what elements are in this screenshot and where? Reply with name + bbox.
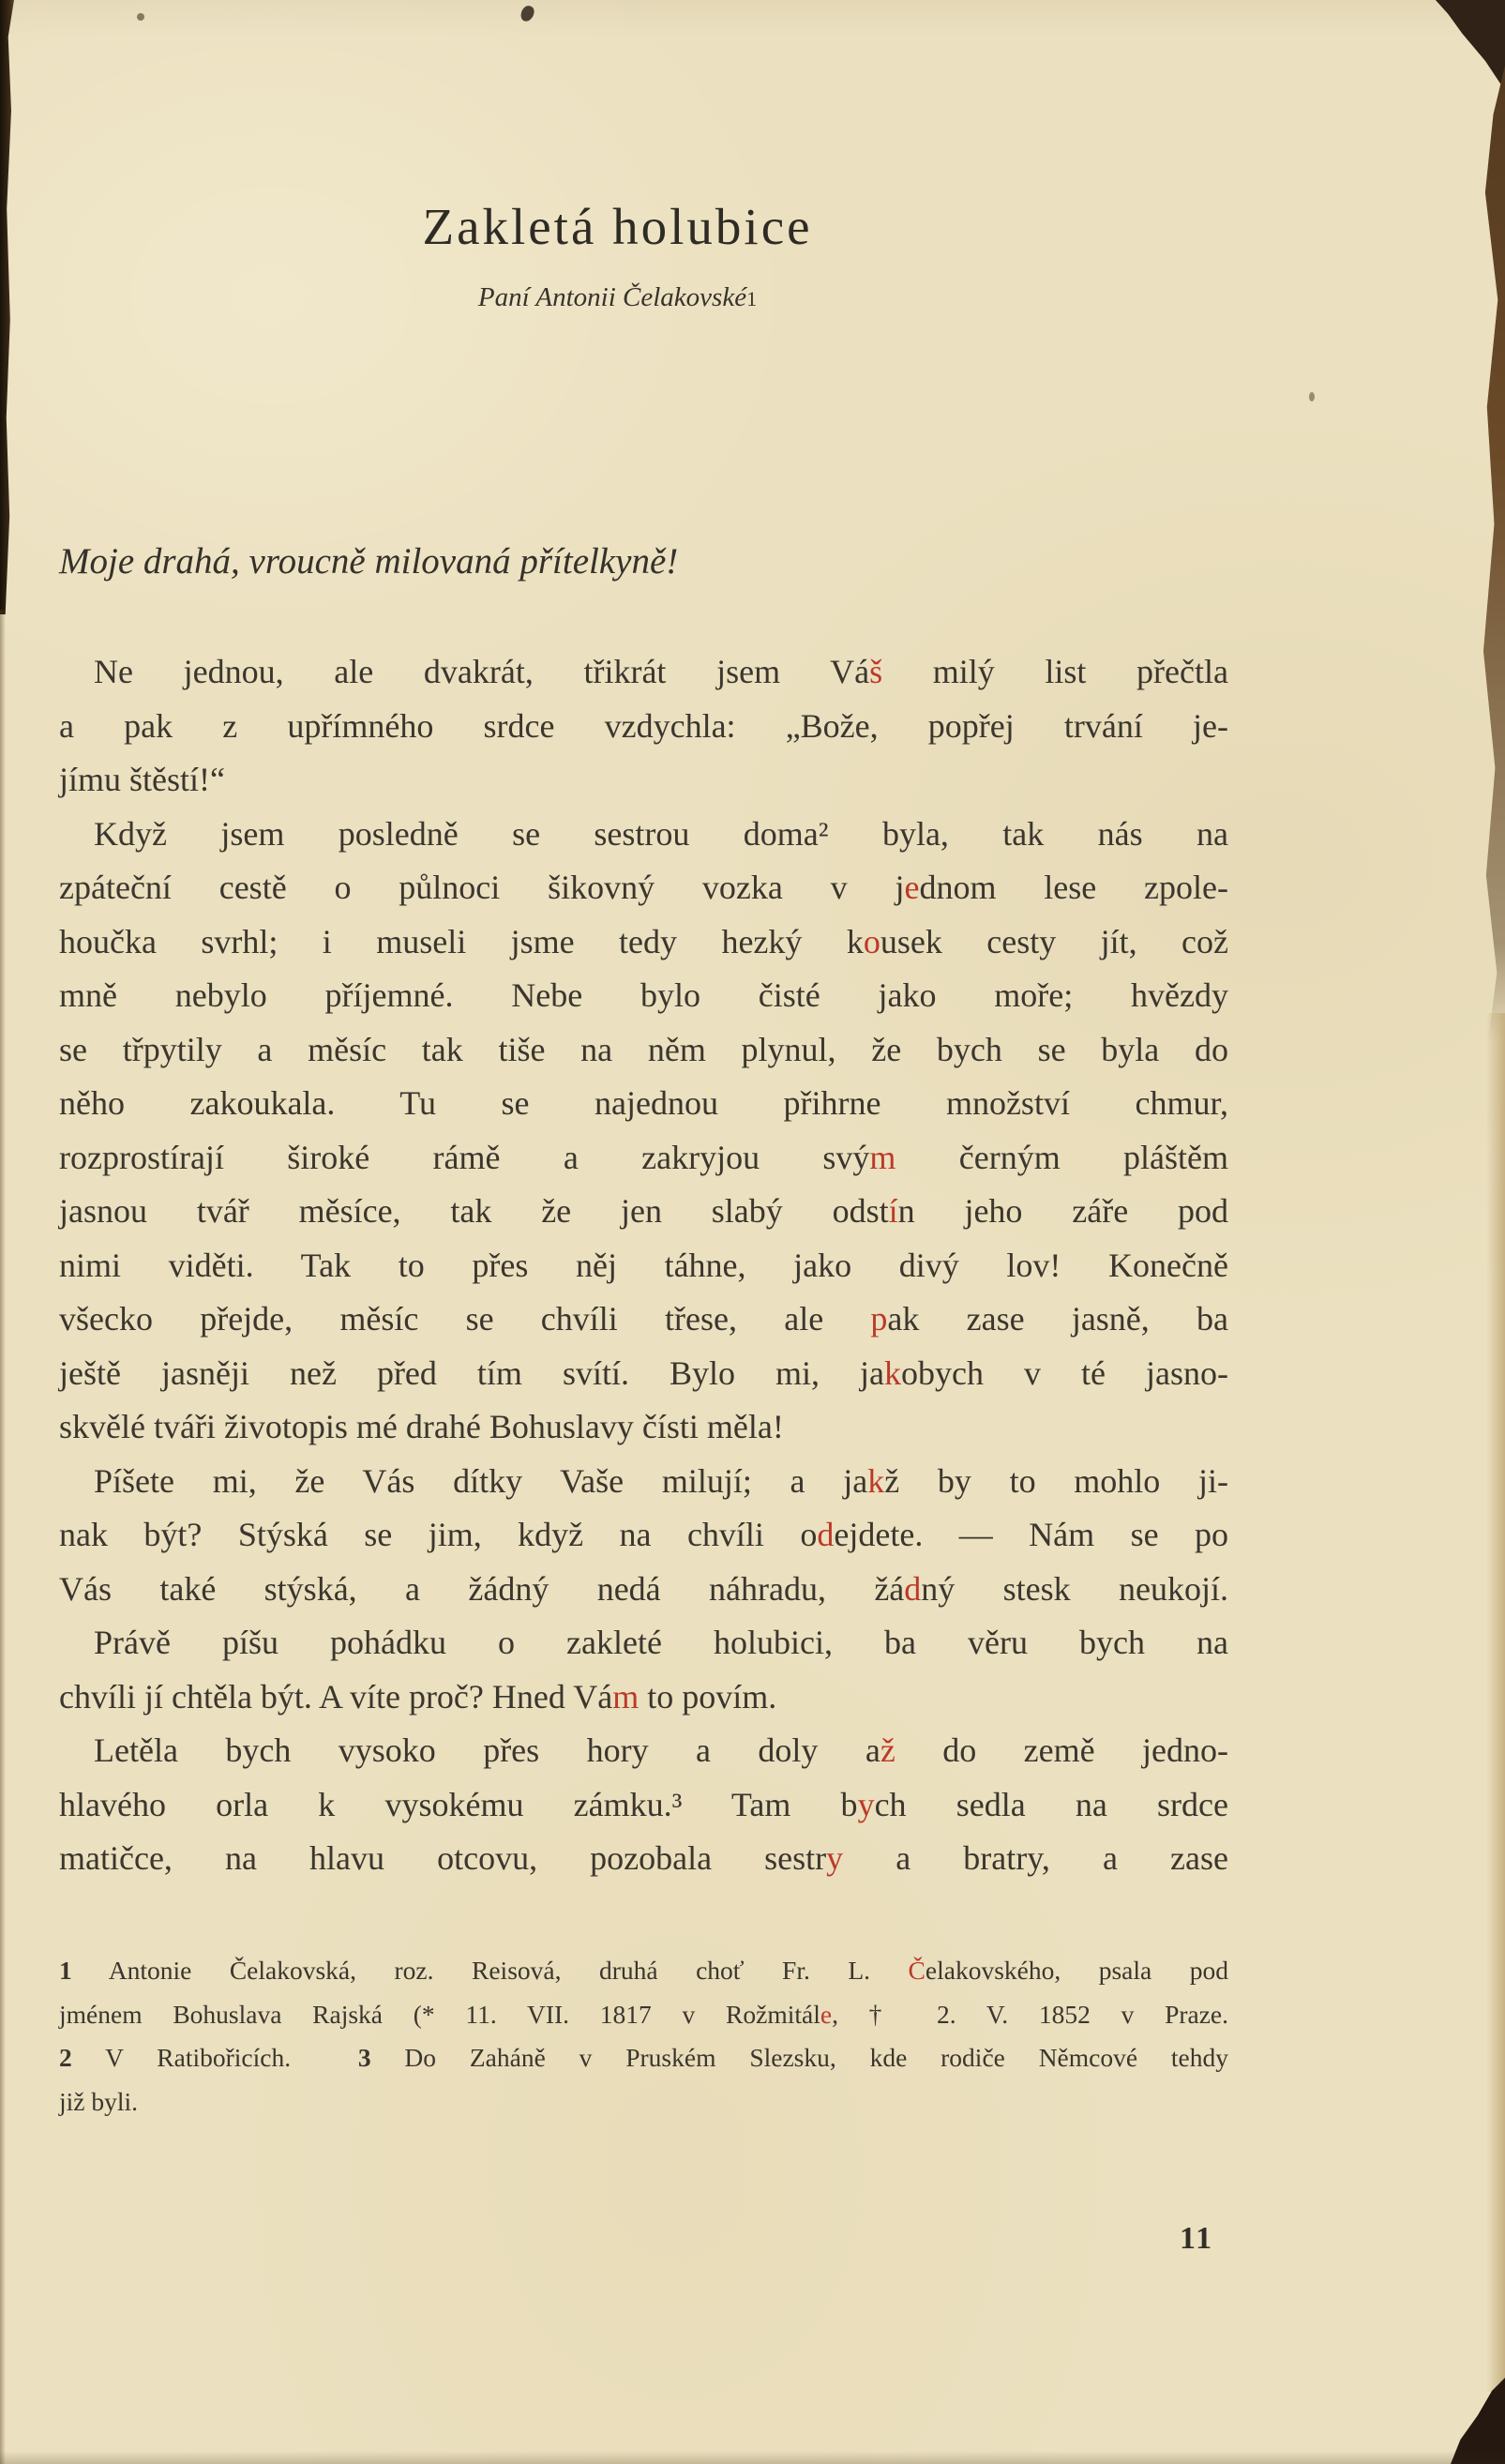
footnote-number: 3 — [357, 2043, 371, 2072]
body-line: něho zakoukala. Tu se najednou přihrne množství chmur, — [59, 1084, 1228, 1122]
salutation: Moje drahá, vroucně milovaná přítelkyně! — [59, 541, 679, 582]
red-printed-letter: m — [869, 1138, 896, 1176]
body-line: Když jsem posledně se sestrou doma² byla, tak nás na — [94, 814, 1228, 853]
red-printed-letter: p — [870, 1300, 888, 1338]
body-line: hlavého orla k vysokému zámku.³ Tam bych sedla na srdce — [59, 1785, 1228, 1823]
page-edge-right-tan — [1486, 1013, 1505, 2392]
body-line: chvíli jí chtěla být. A víte proč? Hned Vám to povím. — [59, 1677, 777, 1716]
body-line: houčka svrhl; i museli jsme tedy hezký kousek cesty jít, což — [59, 922, 1229, 960]
body-line: rozprostírají široké rámě a zakryjou svým černým pláštěm — [59, 1138, 1229, 1176]
footnote-number: 1 — [59, 1956, 72, 1985]
dedication-footnote-ref: 1 — [746, 286, 758, 310]
page-edge-top-right — [1416, 0, 1505, 98]
red-printed-letter: m — [612, 1677, 640, 1716]
body-line: jasnou tvář měsíce, tak že jen slabý odstín jeho záře pod — [59, 1192, 1229, 1230]
red-printed-letter: š — [869, 653, 883, 690]
body-line: ještě jasněji než před tím svítí. Bylo mi, jakobych v té jasno- — [59, 1353, 1228, 1392]
dedication — [33, 282, 1202, 313]
red-printed-letter: ž — [880, 1731, 895, 1769]
red-printed-letter: í — [888, 1192, 898, 1230]
footnote-line: 1 Antonie Čelakovská, roz. Reisová, druhá choť Fr. L. Čelakovského, psala pod — [59, 1956, 1228, 1985]
scan-speck-icon — [519, 4, 536, 23]
dedication-text: Paní Antonii Čelakovské — [477, 281, 747, 312]
body-text — [59, 645, 1228, 1886]
page-number: 11 — [1180, 2221, 1214, 2256]
body-line: Píšete mi, že Vás dítky Vaše milují; a jakž by to mohlo ji- — [94, 1461, 1228, 1500]
red-printed-letter: e — [820, 1999, 833, 2029]
red-printed-letter: y — [857, 1785, 875, 1823]
red-printed-letter: y — [826, 1839, 844, 1877]
body-line: Letěla bych vysoko přes hory a doly až do země jedno- — [94, 1731, 1228, 1769]
red-printed-letter: d — [817, 1516, 835, 1553]
body-line: nimi viděti. Tak to přes něj táhne, jako divý lov! Konečně — [59, 1246, 1228, 1284]
body-line: Právě píšu pohádku o zakleté holubici, ba věru bych na — [94, 1624, 1228, 1661]
footnote-line: již byli. — [59, 2086, 139, 2116]
body-line: jímu štěstí!“ — [59, 761, 225, 798]
body-line: se třpytily a měsíc tak tiše na něm plynul, že bych se byla do — [59, 1030, 1228, 1068]
body-line: mně nebylo příjemné. Nebe bylo čisté jako moře; hvězdy — [59, 976, 1228, 1014]
scan-speck-icon — [1309, 392, 1315, 401]
heading-block — [33, 199, 1202, 313]
red-printed-letter: e — [904, 869, 920, 906]
page-edge-left-lower — [0, 610, 6, 2464]
red-printed-letter: o — [863, 922, 880, 960]
page-edge-left — [0, 0, 14, 614]
footnotes — [59, 1949, 1228, 2124]
footnote-line: 2 V Ratibořicích. 3 Do Zaháně v Pruském Slezsku, kde rodiče Němcové tehdy — [59, 2043, 1229, 2072]
scan-speck-icon — [137, 13, 144, 21]
page-edge-right — [1460, 66, 1505, 1041]
footnote-number: 2 — [59, 2043, 72, 2072]
body-line: skvělé tváři životopis mé drahé Bohuslavy čísti měla! — [59, 1408, 784, 1445]
body-line: zpáteční cestě o půlnoci šikovný vozka v jednom lese zpole- — [59, 869, 1229, 906]
body-line: nak být? Stýská se jim, když na chvíli odejdete. — Nám se po — [59, 1516, 1229, 1553]
body-line: a pak z upřímného srdce vzdychla: „Bože, popřej trvání je- — [59, 706, 1228, 745]
body-line: Ne jednou, ale dvakrát, třikrát jsem Váš milý list přečtla — [94, 653, 1228, 690]
body-line: matičce, na hlavu otcovu, pozobala sestry a bratry, a zase — [59, 1839, 1228, 1877]
body-line: Vás také stýská, a žádný nedá náhradu, žádný stesk neukojí. — [59, 1569, 1228, 1608]
red-printed-letter: k — [867, 1461, 885, 1500]
chapter-title: Zakletá holubice — [422, 198, 813, 255]
body-line: všecko přejde, měsíc se chvíli třese, ale pak zase jasně, ba — [59, 1300, 1228, 1338]
red-printed-letter: Č — [908, 1956, 926, 1985]
red-printed-letter: d — [904, 1569, 922, 1608]
red-printed-letter: k — [884, 1353, 902, 1392]
footnote-line: jménem Bohuslava Rajská (* 11. VII. 1817 v Rožmitále, † 2. V. 1852 v Praze. — [59, 1999, 1229, 2029]
page-edge-bottom-shadow — [0, 2451, 1505, 2464]
